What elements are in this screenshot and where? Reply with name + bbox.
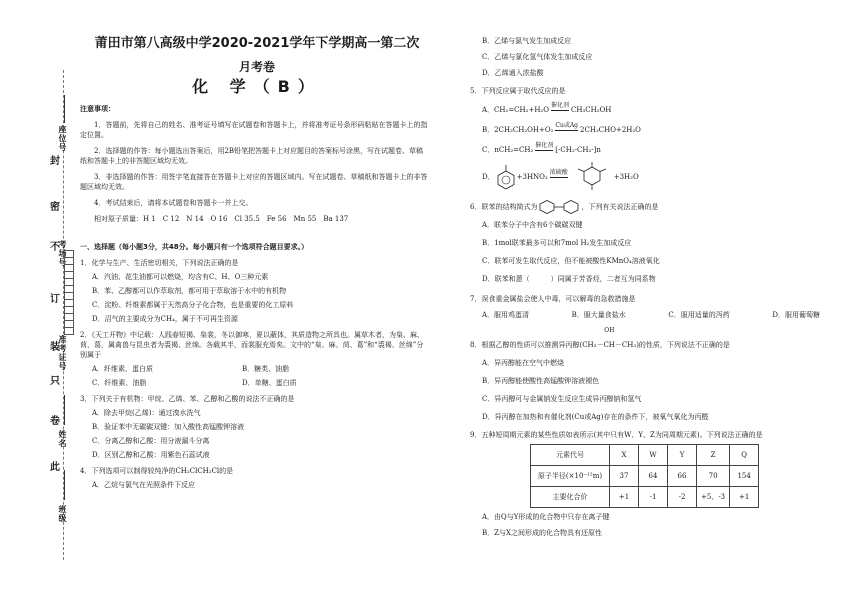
question-4-option-c: C．乙烯与氯化氢气体发生加成反应 [482, 53, 593, 61]
notice-item: 4．考试结束后，请将本试题卷和答题卡一并上交。 [94, 199, 253, 207]
table-cell: +5、-3 [697, 487, 730, 508]
question-5-option-a [470, 100, 820, 120]
question-6-stem [470, 200, 820, 214]
table-cell: 37 [610, 466, 639, 487]
table-cell: +1 [730, 487, 759, 508]
equation-products: [-CH₂-CH₂-]n [555, 146, 601, 154]
question-2-option-d: D．单糖、蛋白质 [242, 379, 297, 387]
table-row-label: 元素代号 [531, 445, 610, 466]
table-cell: 64 [639, 466, 668, 487]
question-6-option-d: D．联苯和蒽（ ）同属于芳香烃，二者互为同系物 [482, 275, 656, 283]
table-row-label: 原子半径(×10⁻¹²m) [531, 466, 610, 487]
question-4-stem: 4．下列选项可以制得较纯净的CH₂ClCH₂Cl的是 [80, 467, 234, 475]
question-9-option-b: B．Z与X之间形成的化合物具有还原性 [482, 529, 602, 537]
question-1-option-d: D．沼气的主要成分为CH₄，属于不可再生资源 [92, 315, 238, 323]
toluene-structure-icon [495, 163, 517, 191]
question-8-option-c: C．异丙醇可与金属钠发生反应生成异丙醇钠和氢气 [482, 395, 642, 403]
isopropanol-formula [582, 327, 637, 350]
question-6-stem-text: ，下列有关说法正确的是 [581, 203, 659, 211]
question-2-option-a: A．纤维素、蛋白质 [92, 365, 154, 373]
question-8-option-a: A．异丙醇能在空气中燃烧 [482, 359, 565, 367]
table-cell: X [610, 445, 639, 466]
binding-word: 只 [50, 376, 60, 387]
question-4-option-d: D．乙烯通入浓盐酸 [482, 69, 544, 77]
exam-title-line2: 月考卷 [238, 60, 275, 74]
question-7-option-c: C．服用适量的泻药 [668, 311, 730, 319]
question-2-options-row1 [80, 364, 430, 374]
question-6-option-c: C．联苯可发生取代反应，但不能被酸性KMnO₄溶液氧化 [482, 257, 660, 265]
admission-number-grid [64, 250, 74, 335]
table-row [531, 487, 759, 508]
exam-title: 莆田市第八高级中学2020-2021学年下学期高一第二次 [94, 36, 420, 51]
reaction-condition: Cu或Ag [555, 121, 579, 129]
question-8-stem [470, 328, 820, 350]
question-4-option-a: A．乙烷与氯气在光照条件下反应 [92, 481, 196, 489]
left-column [80, 104, 430, 490]
question-6-stem-text: 6．联苯的结构简式为 [470, 203, 538, 211]
binding-word: 密 [50, 202, 60, 213]
exam-room-label: 考场号 [58, 240, 68, 267]
biphenyl-structure-icon [537, 200, 581, 214]
hydroxyl-group: OH [604, 327, 615, 334]
question-7-option-b: B．服大量食盐水 [571, 311, 626, 319]
binding-word: 此 [50, 462, 60, 473]
option-letter: D． [482, 173, 495, 181]
seat-number-field [64, 95, 65, 123]
table-cell: +1 [610, 487, 639, 508]
question-4-option-b: B．乙烯与氯气发生加成反应 [482, 37, 572, 45]
equation-reactants: C．nCH₂=CH₂ [482, 146, 534, 154]
question-3-option-c: C．分离乙醇和乙酸：用分液漏斗分离 [92, 437, 210, 445]
question-3-option-b: B．验证苯中无碳碳双键：加入酸性高锰酸钾溶液 [92, 423, 245, 431]
table-row-label: 主要化合价 [531, 487, 610, 508]
question-1-option-a: A．汽油、花生油都可以燃烧，均含有C、H、O三种元素 [92, 273, 269, 281]
table-cell: 154 [730, 466, 759, 487]
question-6-option-a: A．联苯分子中含有6个碳碳双键 [482, 221, 583, 229]
question-1-option-b: B．苯、乙醇都可以作萃取剂，都可用于萃取溶于水中的有机物 [92, 287, 287, 295]
reaction-condition: 催化剂 [550, 101, 569, 109]
question-5-option-b [470, 120, 820, 140]
question-3-option-d: D．区别乙醇和乙酸：用紫色石蕊试液 [92, 451, 210, 459]
question-7-option-a: A．服用鸡蛋清 [482, 311, 530, 319]
question-8-stem-text: )的性质，下列说法不正确的是 [636, 341, 730, 349]
seat-number-label: 座位号 [58, 125, 68, 152]
binding-word: 封 [50, 156, 60, 167]
question-9-stem: 9．五种短周期元素的某些性质如表所示(其中只有W、Y、Z为同周期元素)。下列说法正确的是 [470, 431, 763, 439]
table-cell: W [639, 445, 668, 466]
equation-products: 2CH₃CHO+2H₂O [580, 126, 641, 134]
class-field [64, 470, 65, 500]
atomic-masses: 相对原子质量：H 1 C 12 N 14 O 16 Cl 35.5 Fe 56 Mn 55 Ba 137 [94, 215, 349, 223]
element-properties-table [530, 444, 759, 508]
table-cell: 66 [668, 466, 697, 487]
table-cell: Y [668, 445, 697, 466]
question-3-option-a: A．除去甲烷(乙烯)：通过溴水洗气 [92, 409, 201, 417]
notice-item: 2．选择题的作答：每小题选出答案后，用2B铅笔把答题卡上对应题目的答案标号涂黑，写在试题卷、草稿纸和答题卡上的非答题区域均无效。 [80, 147, 424, 165]
question-2-options-row2 [80, 378, 430, 388]
question-2-stem: 2．《天工开物》中记载：人践春短褐、枲裳，冬以御寒，夏以蔽体，其质造物之所具也。属草木者，为枲、麻、苘、葛，属禽兽与昆虫者为裘褐、丝绵。各载其半，而裳服充焉矣。文中的“枲、麻、苘、葛”和“裘褐、丝绵”分别属于 [80, 331, 424, 359]
question-2-option-c: C．纤维素、油脂 [92, 379, 147, 387]
question-8-option-d: D．异丙醇在加热和有催化剂(Cu或Ag)存在的条件下，被氧气氧化为丙醛 [482, 413, 709, 421]
binding-word: 装 [50, 342, 60, 353]
section-heading: 一、选择题（每小题3分，共48分。每小题只有一个选项符合题目要求。） [80, 243, 309, 251]
question-3-stem: 3．下列关于有机物：甲烷、乙烯、苯、乙醇和乙酸的说法不正确的是 [80, 395, 295, 403]
question-7-stem: 7．误食重金属盐会使人中毒，可以解毒的急救措施是 [470, 295, 636, 303]
question-9-option-a: A．由Q与Y形成的化合物中只存在离子键 [482, 513, 610, 521]
class-label: 班级 [58, 505, 68, 523]
table-cell: -1 [639, 487, 668, 508]
notice-item: 1．答题前，先将自己的姓名、准考证号填写在试题卷和答题卡上，并将准考证号条形码粘贴在答题卡上的指定位置。 [80, 121, 428, 139]
binding-word: 订 [50, 294, 60, 305]
table-row [531, 466, 759, 487]
question-7-option-d: D．服用葡萄糖 [772, 311, 820, 319]
notice-heading: 注意事项： [80, 105, 115, 113]
question-1-option-c: C．淀粉、纤维素都属于天然高分子化合物，也是重要的化工原料 [92, 301, 294, 309]
name-field [64, 395, 65, 425]
formula-chain: CH₃－CH－CH₃ [582, 341, 637, 349]
question-2-option-b: B．糖类、油脂 [242, 365, 290, 373]
question-7-options [470, 310, 820, 320]
equation-products: +3H₂O [613, 173, 639, 181]
question-6-option-b: B．1mol联苯最多可以和7mol H₂发生加成反应 [482, 239, 632, 247]
table-cell: Q [730, 445, 759, 466]
admission-number-label: 准考证号 [58, 335, 68, 371]
binding-strip [0, 0, 78, 608]
table-cell: -2 [668, 487, 697, 508]
table-cell: 70 [697, 466, 730, 487]
equation-products: CH₃CH₂OH [570, 106, 612, 114]
question-5-option-c [470, 140, 820, 160]
binding-word: 不 [50, 242, 60, 253]
question-8-option-b: B．异丙醇能使酸性高锰酸钾溶液褪色 [482, 377, 600, 385]
notice-item: 3．非选择题的作答：用签字笔直接答在答题卡上对应的答题区域内。写在试题卷、草稿纸和答题卡上的非答题区域均无效。 [80, 173, 428, 191]
name-label: 姓名 [58, 430, 68, 448]
equation-reactants: A．CH₂=CH₂+H₂O [482, 106, 549, 114]
right-column [470, 36, 820, 538]
table-row [531, 445, 759, 466]
question-5-stem: 5．下列反应属于取代反应的是 [470, 87, 566, 95]
subject-title: 化 学（B） [192, 77, 322, 96]
question-5-option-d [470, 160, 820, 194]
tnt-structure-icon [570, 161, 614, 193]
question-1-stem: 1．化学与生产、生活密切相关，下列说法正确的是 [80, 259, 239, 267]
reaction-condition: 催化剂 [535, 141, 554, 149]
reaction-condition: 浓硫酸 [549, 168, 568, 176]
binding-word: 卷 [50, 416, 60, 427]
question-8-stem-text: 8．根据乙醇的性质可以推测异丙醇( [470, 341, 583, 349]
equation-reactants: +3HNO₃ [516, 173, 548, 181]
equation-reactants: B．2CH₃CH₂OH+O₂ [482, 126, 554, 134]
table-cell: Z [697, 445, 730, 466]
